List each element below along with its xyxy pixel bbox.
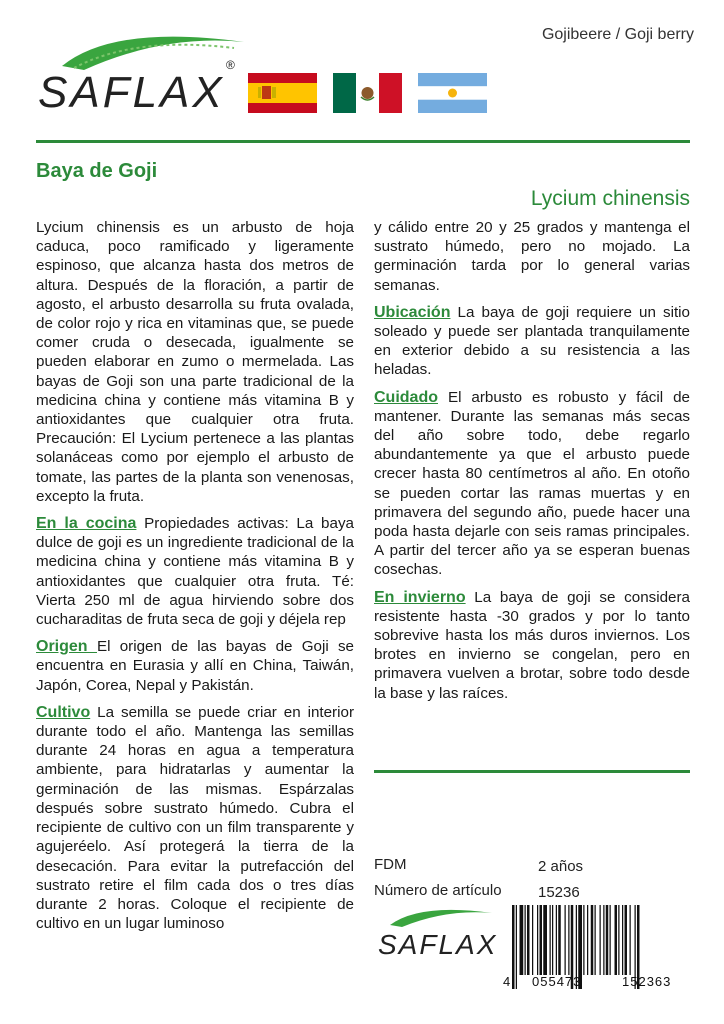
barcode-bar <box>591 905 594 975</box>
right-column-divider <box>374 770 690 773</box>
section-origin <box>36 637 354 695</box>
section-heading: Cultivo <box>36 703 91 721</box>
section-location <box>374 303 690 380</box>
barcode-bar <box>527 905 530 975</box>
section-text: El arbusto es robusto y fácil de mantener. Durante las semanas más secas del año sobre todo, debe regarlo abundantemente ya que el arbusto puede crecer hasta 80 centímetros al año. En otoño se pueden cortar las ramas muertas y en primavera del segundo año, puede hacer una poda hasta dejarle con seis ramas principales. A partir del tercer año ya se esperan buenas cosechas. <box>374 388 690 579</box>
barcode-bar <box>622 905 623 975</box>
section-heading: En invierno <box>374 588 466 606</box>
brand-logo <box>34 28 244 123</box>
section-heading: Cuidado <box>374 388 438 406</box>
flag-spain-icon <box>248 73 317 113</box>
fdm-label: FDM <box>374 856 407 873</box>
barcode-bar <box>610 905 611 975</box>
flag-argentina-icon <box>418 73 487 113</box>
barcode-bar <box>525 905 526 975</box>
section-cultivation <box>36 703 354 933</box>
leaf-swoosh-icon <box>386 905 496 931</box>
section-heading: Origen <box>36 638 97 656</box>
section-kitchen <box>36 514 354 629</box>
right-column <box>374 218 690 711</box>
continuation-paragraph: y cálido entre 20 y 25 grados y mantenga el sustrato húmedo, pero no mojado. La germinación tarda por lo general varias semanas. <box>374 219 690 294</box>
barcode-bar <box>568 905 569 975</box>
article-value: 15236 <box>538 884 580 901</box>
barcode-bar <box>583 905 584 975</box>
barcode-bar <box>587 905 588 975</box>
article-label: Número de artículo <box>374 882 502 899</box>
section-text: El origen de las bayas de Goji se encuentra en Eurasia y allí en China, Taiwán, Japón, Corea, Nepal y Pakistán. <box>36 638 354 694</box>
fdm-value: 2 años <box>538 858 584 875</box>
barcode-bar <box>537 905 538 975</box>
barcode-bar <box>558 905 561 975</box>
barcode-bar <box>603 905 604 975</box>
barcode-bar <box>540 905 543 975</box>
barcode-bar <box>550 905 551 975</box>
intro-paragraph: Lycium chinensis es un arbusto de hoja caduca, poco ramificado y ligeramente espinoso, que alcanza hasta dos metros de altura. Después de la floración, a partir de agosto, el arbusto desarrolla su fruta ovalada, de color rojo y rica en vitaminas que, se puede comer cruda o desecada, igualmente se pueden elaborar en zumo o mermelada. Las bayas de Goji son una parte tradicional de la medicina china y contiene más vitamina B y antioxidantes que cualquier otra fruta. Precaución: El Lycium pertenece a las plantas solanáceas como por ejemplo el arbusto de tomate, las partes de la planta son venenosas, excepto la fruta. <box>36 219 354 505</box>
barcode-digits-right: 152363 <box>622 974 672 989</box>
section-winter <box>374 588 690 703</box>
section-text: La baya de goji requiere un sitio soleado y puede ser plantada tranquilamente en exterior debido a su resistencia a las heladas. <box>374 303 690 379</box>
barcode-bar <box>595 905 596 975</box>
flag-mexico-icon <box>333 73 402 113</box>
left-column <box>36 218 354 941</box>
product-name-top: Gojibeere / Goji berry <box>541 26 694 43</box>
section-heading: Ubicación <box>374 303 451 321</box>
footer-brand-logo <box>376 905 498 975</box>
latin-name: Lycium chinensis <box>530 187 690 210</box>
barcode-bar <box>512 905 515 989</box>
barcode-bar <box>543 905 547 975</box>
registered-mark: ® <box>226 58 235 72</box>
barcode-bar <box>606 905 609 975</box>
brand-name: SAFLAX <box>38 68 225 117</box>
section-text: La semilla se puede criar en interior durante todo el año. Mantenga las semillas durante 24 horas en agua a temperatura ambiente, para hidratarlas y aumentar la germinación de las mismas. Espárzalas después sobre sustrato húmedo. Cubra el recipiente de cultivo con un film transparente y agujeréelo. Así protegerá la tierra de la desecación. Para evitar la putrefacción del sustrato retire el film cada dos o tres días durante 2 horas. Coloque el recipiente de cultivo en un lugar luminoso <box>36 703 354 933</box>
barcode-bar <box>520 905 524 975</box>
page-title: Baya de Goji <box>36 160 158 182</box>
barcode-bar <box>600 905 601 975</box>
section-text: Propiedades activas: La baya dulce de goji es un ingrediente tradicional de la medicina china y contiene más vitamina B y antioxidantes que cualquier otra fruta. Té: Vierta 250 ml de agua hirviendo sobre dos cucharaditas de fruta seca de goji y déjela rep <box>36 515 354 629</box>
barcode-digits-left: 055473 <box>532 974 582 989</box>
barcode-bar <box>630 905 631 975</box>
barcode-bar <box>615 905 618 975</box>
section-text: La baya de goji se considera resistente hasta -30 grados y por lo tanto sobrevive hasta los más duros inviernos. Los brotes en invierno se congelan, pero en primavera vuelven a brotar, sobre todo desde la base y las raíces. <box>374 588 691 702</box>
barcode-bar <box>516 905 517 989</box>
barcode-bar <box>565 905 566 975</box>
barcode-bar <box>625 905 628 975</box>
barcode-digit-prefix: 4 <box>503 974 511 989</box>
barcode-bar <box>552 905 553 975</box>
barcode-bar <box>532 905 533 975</box>
barcode-bar <box>618 905 619 975</box>
section-care <box>374 388 690 580</box>
header-divider <box>36 140 690 143</box>
brand-name: SAFLAX <box>378 929 498 960</box>
barcode-bar <box>556 905 557 975</box>
section-heading: En la cocina <box>36 515 137 533</box>
